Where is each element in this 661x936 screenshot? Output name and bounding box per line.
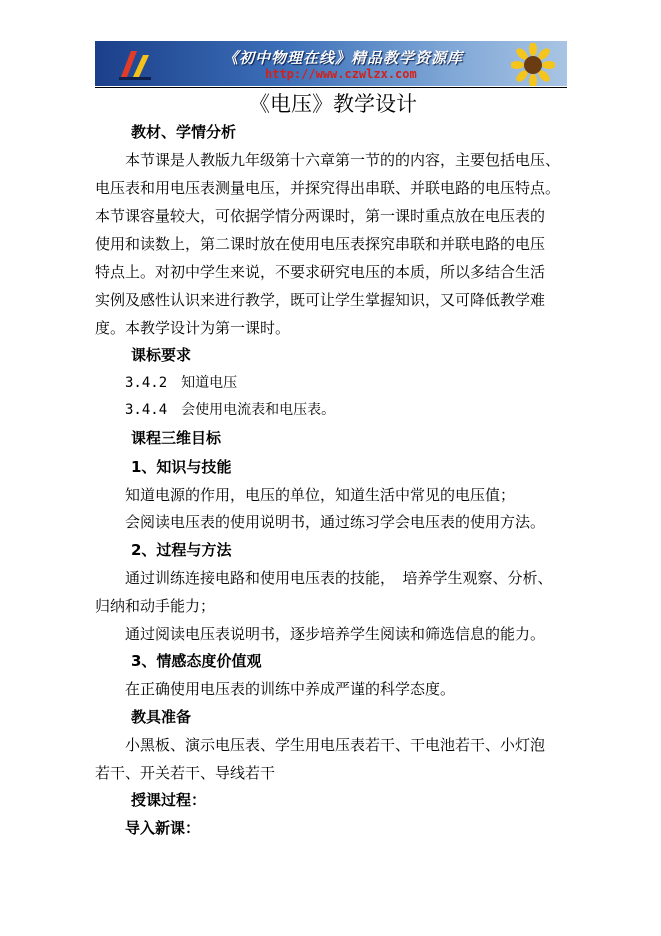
goal-line: 在正确使用电压表的训练中养成严谨的科学态度。 [125, 680, 456, 698]
goal-line: 会阅读电压表的使用说明书，通过练习学会电压表的使用方法。 [125, 513, 546, 531]
goal-heading-process: 2、过程与方法 [131, 541, 232, 559]
paragraph-line: 实例及感性认识来进行教学，既可让学生掌握知识，又可降低教学难 [95, 291, 546, 309]
goal-line: 知道电源的作用，电压的单位，知道生活中常见的电压值； [125, 486, 516, 504]
section-heading-goals: 课程三维目标 [131, 429, 222, 447]
paragraph-line: 电压表和用电压表测量电压，并探究得出串联、并联电路的电压特点。 [95, 179, 561, 197]
equipment-line: 若干、开关若干、导线若干 [95, 764, 276, 782]
goal-heading-attitude: 3、情感态度价值观 [131, 652, 262, 670]
banner-title: 《初中物理在线》精品教学资源库 [223, 49, 464, 67]
goal-line: 通过阅读电压表说明书，逐步培养学生阅读和筛选信息的能力。 [125, 625, 546, 643]
goal-heading-knowledge: 1、知识与技能 [131, 458, 232, 476]
banner-url[interactable]: http://www.czwlzx.com [265, 67, 417, 81]
goal-line: 归纳和动手能力； [95, 597, 216, 615]
header-banner [95, 41, 567, 86]
sunflower-icon [511, 43, 555, 86]
section-heading-standards: 课标要求 [131, 346, 192, 364]
standard-item: 3.4.2 知道电压 [125, 375, 238, 391]
standard-item: 3.4.4 会使用电流表和电压表。 [125, 402, 336, 418]
paragraph-line: 使用和读数上，第二课时放在使用电压表探究串联和并联电路的电压 [95, 235, 546, 253]
site-logo-icon [117, 47, 153, 80]
page-title: 《电压》教学设计 [249, 92, 417, 116]
goal-line: 通过训练连接电路和使用电压表的技能， 培养学生观察、分析、 [125, 569, 553, 587]
sub-heading-intro: 导入新课： [125, 819, 201, 837]
section-heading-equipment: 教具准备 [131, 708, 192, 726]
section-heading-process: 授课过程： [131, 791, 207, 809]
paragraph-line: 本节课是人教版九年级第十六章第一节的的内容，主要包括电压、 [125, 151, 561, 169]
paragraph-line: 本节课容量较大，可依据学情分两课时，第一课时重点放在电压表的 [95, 207, 546, 225]
header-rule [95, 87, 567, 88]
section-heading-analysis: 教材、学情分析 [131, 123, 237, 141]
paragraph-line: 特点上。对初中学生来说，不要求研究电压的本质，所以多结合生活 [95, 263, 546, 281]
paragraph-line: 度。本教学设计为第一课时。 [95, 319, 291, 337]
equipment-line: 小黑板、演示电压表、学生用电压表若干、干电池若干、小灯泡 [125, 736, 546, 754]
